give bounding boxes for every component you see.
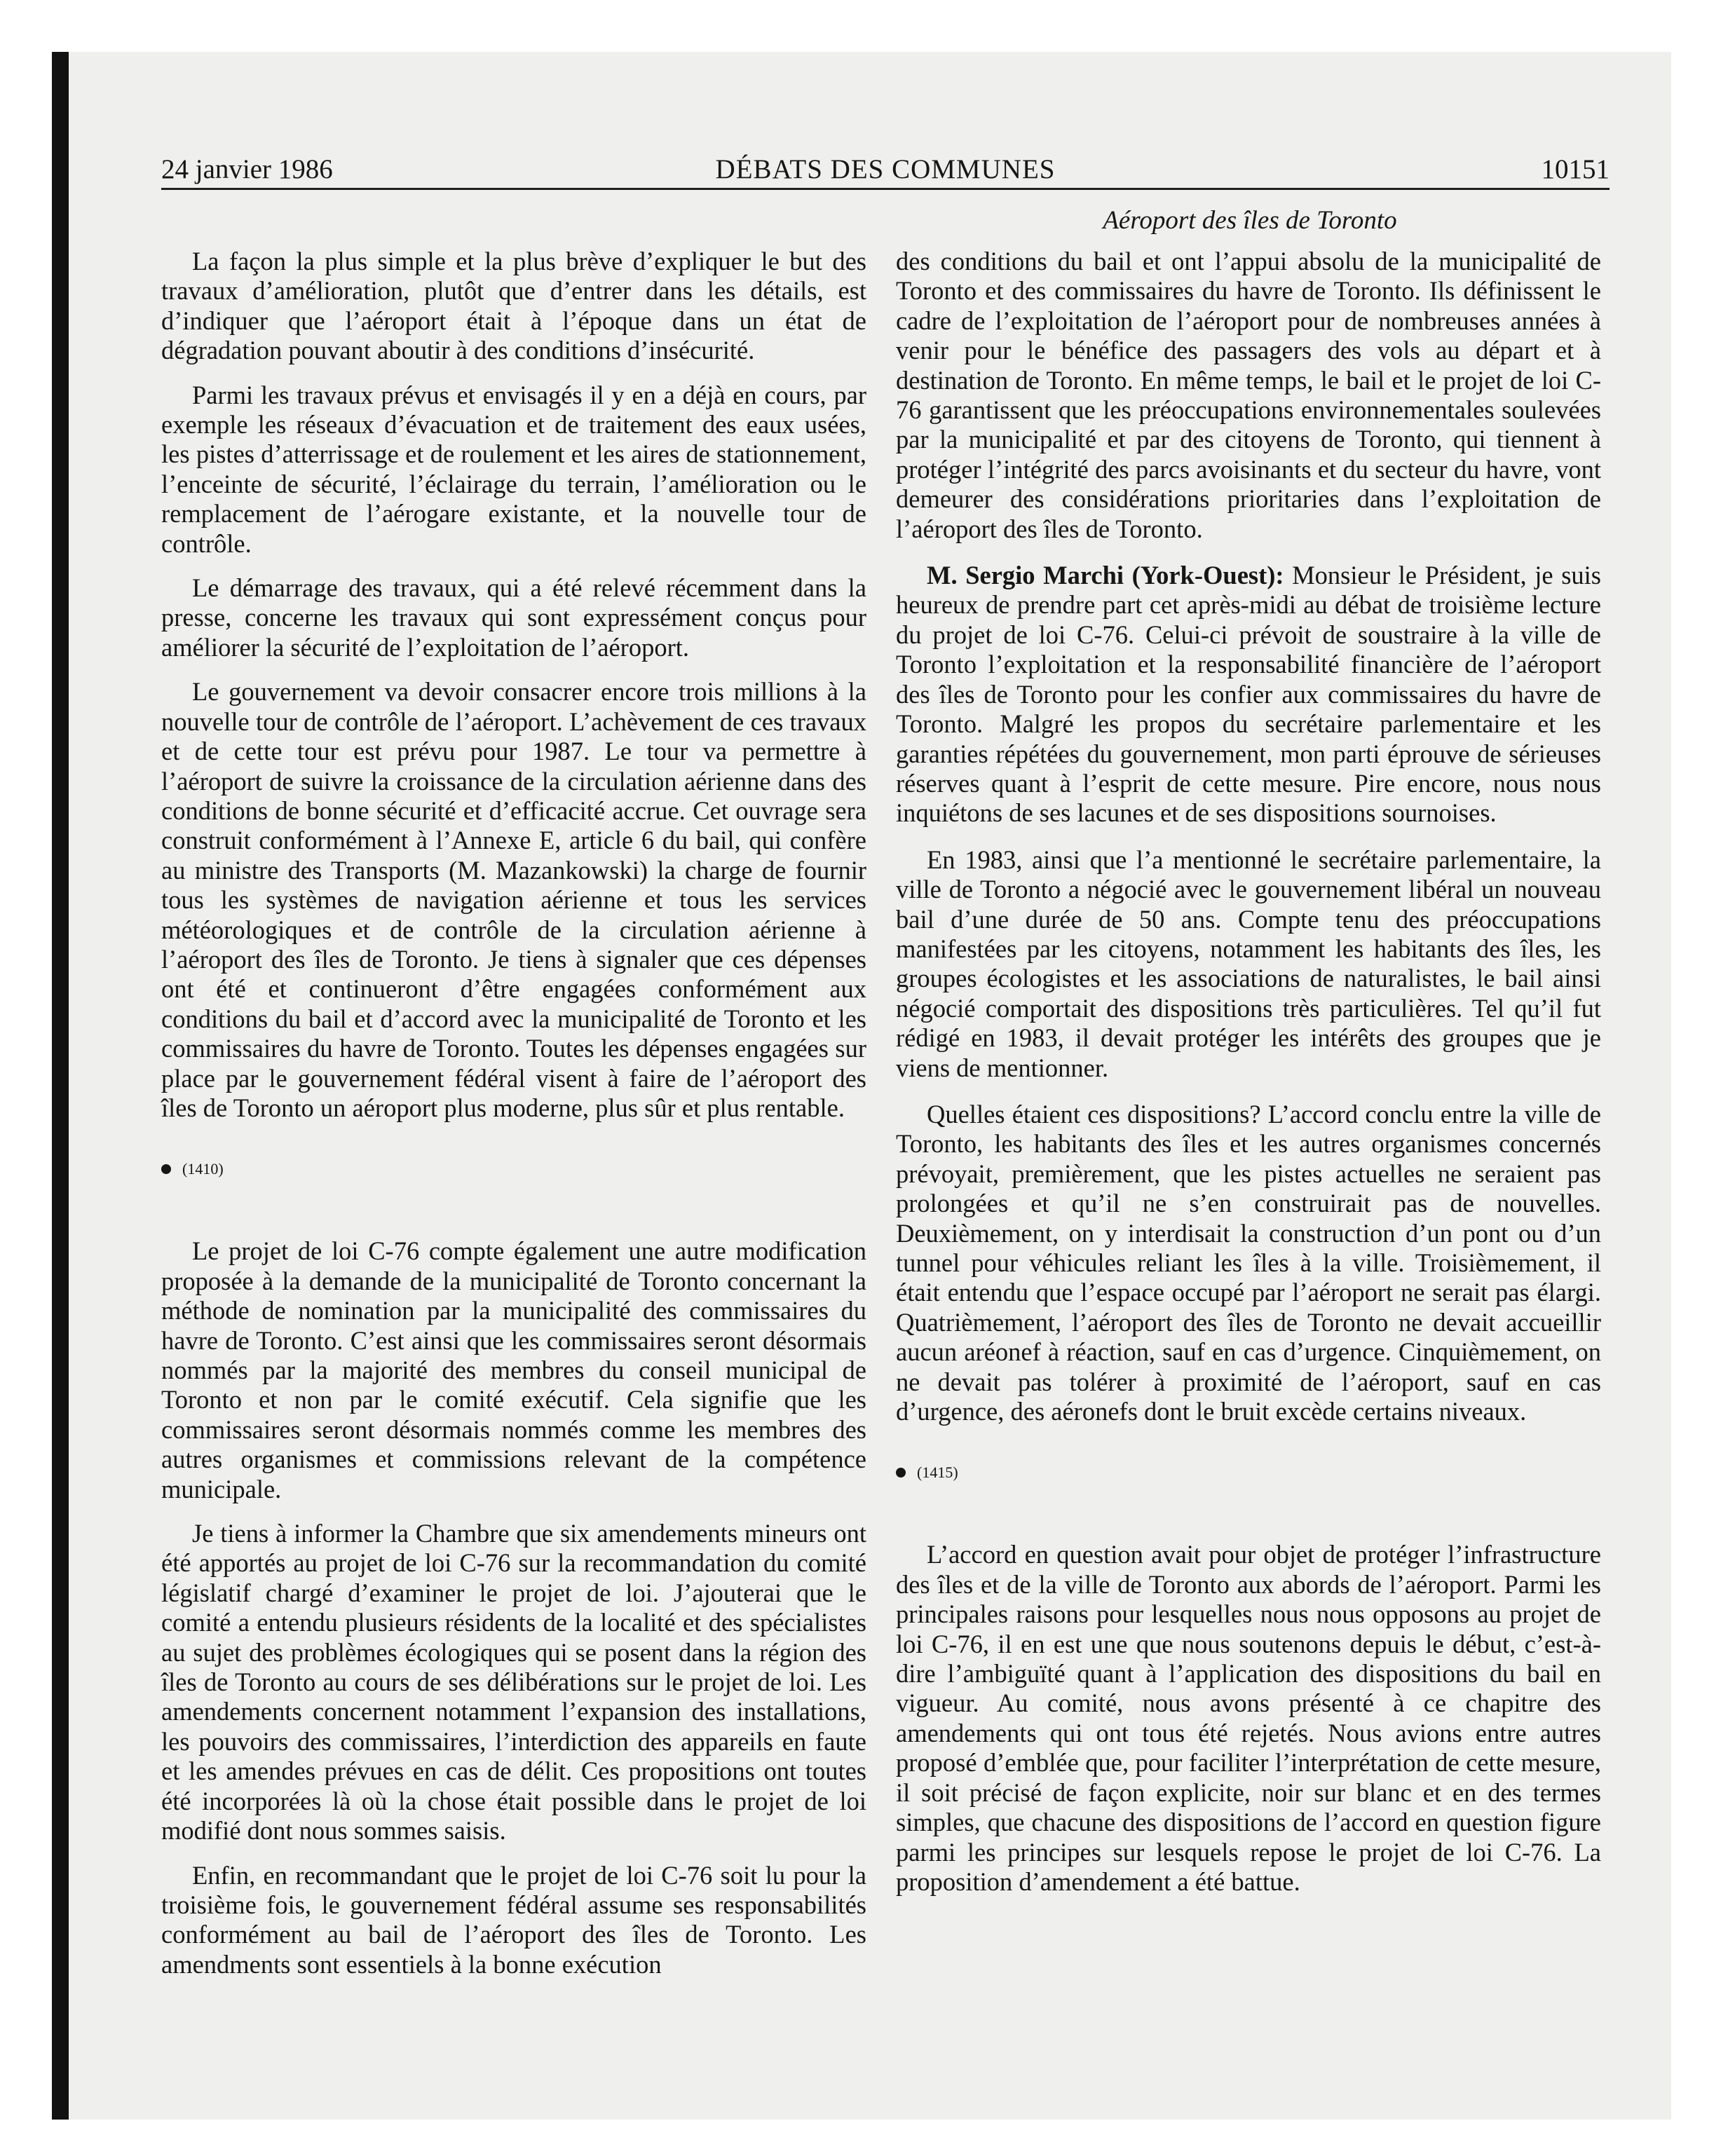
page-header — [161, 151, 1610, 190]
speaker-paragraph — [896, 561, 1601, 828]
speaker-name: M. Sergio Marchi (York-Ouest): — [927, 561, 1284, 590]
paragraph: Le démarrage des travaux, qui a été relevé récemment dans la presse, concerne les travaux qui sont expressément conçus pour améliorer la sécurité de l’exploitation de l’aéroport. — [161, 573, 866, 662]
speech-text: Monsieur le Président, je suis heureux de prendre part cet après-midi au débat de troisième lecture du projet de loi C-76. Celui-ci prévoit de soustraire à la ville de Toronto l’exploitation et la responsabilité financière de l’aéroport des îles de Toronto pour les confier aux commissaires du havre de Toronto. Malgré les propos du secrétaire parlementaire et les garanties répétées du gouvernement, mon parti éprouve de sérieuses réserves quant à l’esprit de cette mesure. Pire encore, nous nous inquiétons de ses lacunes et de ses dispositions sournoises. — [896, 561, 1601, 828]
time-marker — [161, 1155, 866, 1183]
paragraph: Quelles étaient ces dispositions? L’accord conclu entre la ville de Toronto, les habitants des îles et les autres organismes concernés prévoyait, premièrement, que les pistes actuelles ne seraient pas prolongées et qu’il ne s’en construirait pas de nouvelles. Deuxièmement, on y interdisait la construction d’un pont ou d’un tunnel pour véhicules reliant les îles à la ville. Troisièmement, il était entendu que l’espace occupé par l’aéroport ne serait pas élargi. Quatrièmement, l’aéroport des îles de Toronto ne devait accueillir aucun aréonef à réaction, sauf en cas d’urgence. Cinquièmement, on ne devait pas tolérer à proximité de l’aéroport, sauf en cas d’urgence, des aéronefs dont le bruit excède certains niveaux. — [896, 1099, 1601, 1426]
paragraph: Parmi les travaux prévus et envisagés il y en a déjà en cours, par exemple les réseaux d’évacuation et de traitement des eaux usées, les pistes d’atterrissage et de roulement et les aires de stationnement, l’enceinte de sécurité, l’éclairage du terrain, l’amélioration ou le remplacement de l’aérogare existante, et la nouvelle tour de contrôle. — [161, 380, 866, 558]
header-title: DÉBATS DES COMMUNES — [715, 154, 1056, 184]
paragraph: En 1983, ainsi que l’a mentionné le secrétaire parlementaire, la ville de Toronto a négocié avec le gouvernement libéral un nouveau bail d’une durée de 50 ans. Compte tenu des préoccupations manifestées par les citoyens, notamment les habitants des îles, les groupes écologistes et les associations de naturalistes, le bail ainsi négocié comportait des dispositions très particulières. Tel qu’il fut rédigé en 1983, il devait protéger les intérêts des groupes que je viens de mentionner. — [896, 845, 1601, 1082]
paragraph: Le projet de loi C-76 compte également une autre modification proposée à la demande de la municipalité de Toronto concernant la méthode de nomination par la municipalité des commissaires du havre de Toronto. C’est ainsi que les commissaires seront désormais nommés par la majorité des membres du conseil municipal de Toronto et non par le comité exécutif. Cela signifie que les commissaires seront désormais nommés comme les membres des autres organismes et commissions relevant de la compétence municipale. — [161, 1236, 866, 1503]
paragraph: Le gouvernement va devoir consacrer encore trois millions à la nouvelle tour de contrôle de l’aéroport. L’achèvement de ces travaux et de cette tour est prévu pour 1987. Le tour va permettre à l’aéroport de suivre la croissance de la circulation aérienne dans des conditions de bonne sécurité et d’efficacité accrue. Cet ouvrage sera construit conformément à l’Annexe E, article 6 du bail, qui confère au ministre des Transports (M. Mazankowski) la charge de fournir tous les systèmes de navigation aérienne et tous les services météorologiques et de contrôle de la circulation aérienne à l’aéroport des îles de Toronto. Je tiens à signaler que ces dépenses ont été et continueront d’être engagées conformément aux conditions du bail et d’accord avec la municipalité de Toronto et les commissaires du havre de Toronto. Toutes les dépenses engagées sur place par le gouvernement fédéral visent à faire de l’aéroport des îles de Toronto un aéroport plus moderne, plus sûr et plus rentable. — [161, 677, 866, 1122]
header-page-number: 10151 — [1541, 154, 1610, 184]
time-marker — [896, 1459, 1601, 1487]
section-subhead: Aéroport des îles de Toronto — [1103, 206, 1397, 235]
paragraph: Enfin, en recommandant que le projet de loi C-76 soit lu pour la troisième fois, le gouvernement fédéral assume ses responsabilités conformément au bail de l’aéroport des îles de Toronto. Les amendments sont essentiels à la bonne exécution — [161, 1860, 866, 1979]
left-column — [161, 247, 866, 1994]
right-column — [896, 247, 1601, 1911]
paragraph: L’accord en question avait pour objet de protéger l’infrastructure des îles et de la ville de Toronto aux abords de l’aéroport. Parmi les principales raisons pour lesquelles nous nous opposons au projet de loi C-76, il en est une que nous soutenons depuis le début, c’est-à-dire l’ambiguïté quant à l’application des dispositions du bail en vigueur. Au comité, nous avons présenté à ce chapitre des amendements qui ont tous été rejetés. Nous avions entre autres proposé d’emblée que, pour faciliter l’interprétation de cette mesure, il soit précisé de façon explicite, noir sur blanc et en des termes simples, que chacune des dispositions de l’accord en question figure parmi les principes sur lesquels repose le projet de loi C-76. La proposition d’amendement a été battue. — [896, 1540, 1601, 1896]
time-marker-label: (1415) — [917, 1464, 958, 1482]
bullet-icon — [161, 1164, 171, 1174]
binding-edge — [52, 52, 69, 2120]
bullet-icon — [896, 1468, 906, 1478]
paragraph: Je tiens à informer la Chambre que six amendements mineurs ont été apportés au projet de loi C-76 sur la recommandation du comité législatif chargé d’examiner le projet de loi. J’ajouterai que le comité a entendu plusieurs résidents de la localité et des spécialistes au sujet des problèmes écologiques qui se posent dans la région des îles de Toronto au cours de ses délibérations sur le projet de loi. Les amendements concernent notamment l’expansion des installations, les pouvoirs des commissaires, l’interdiction des appareils en faute et les amendes prévues en cas de délit. Ces propositions ont toutes été incorporées là où la chose était possible dans le projet de loi modifié dont nous sommes saisis. — [161, 1519, 866, 1845]
header-date: 24 janvier 1986 — [161, 154, 333, 184]
paragraph: La façon la plus simple et la plus brève d’expliquer le but des travaux d’amélioration, plutôt que d’entrer dans les détails, est d’indiquer que l’aéroport était à l’époque dans un état de dégradation pouvant aboutir à des conditions d’insécurité. — [161, 247, 866, 365]
paragraph: des conditions du bail et ont l’appui absolu de la municipalité de Toronto et des commissaires du havre de Toronto. Ils définissent le cadre de l’exploitation de l’aéroport pour de nombreuses années à venir pour le bénéfice des passagers des vols au départ et à destination de Toronto. En même temps, le bail et le projet de loi C-76 garantissent que les préoccupations environnementales soulevées par la municipalité et par des citoyens de Toronto, qui tiennent à protéger l’intégrité des parcs avoisinants et du secteur du havre, vont demeurer des considérations prioritaries dans l’exploitation de l’aéroport des îles de Toronto. — [896, 247, 1601, 543]
time-marker-label: (1410) — [182, 1160, 224, 1178]
